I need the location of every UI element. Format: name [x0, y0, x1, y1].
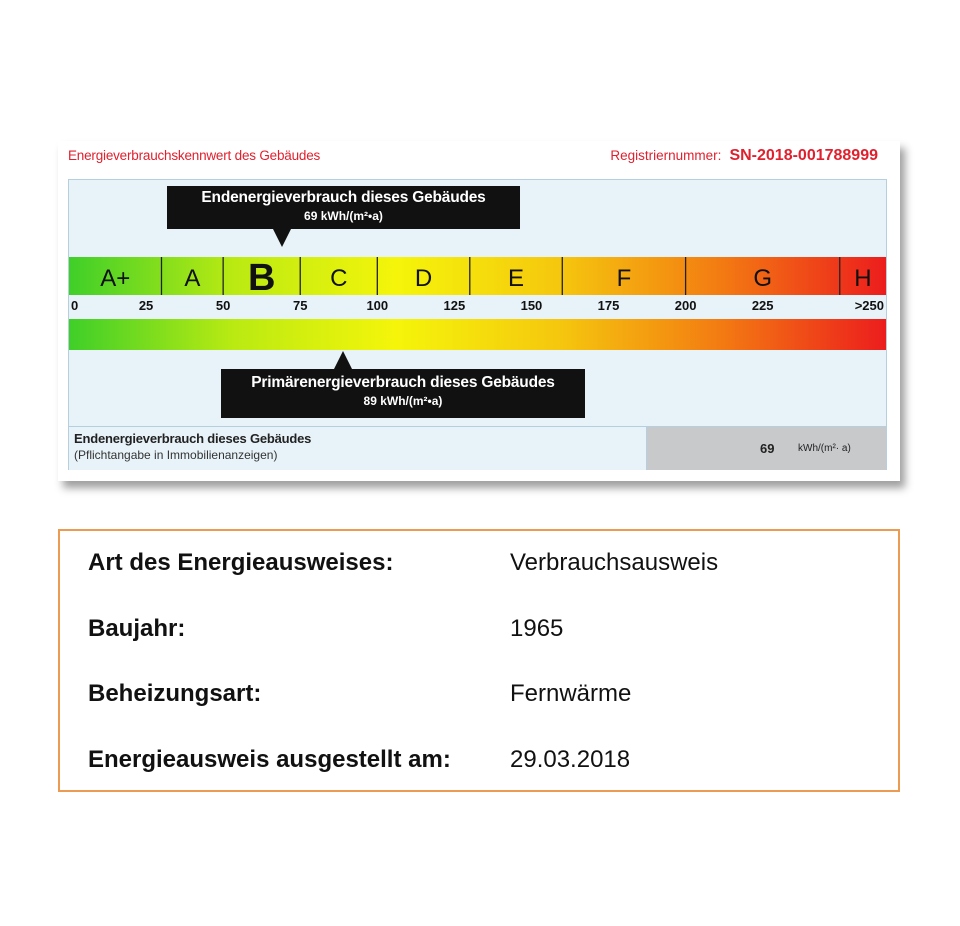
- info-label: Art des Energieausweises:: [88, 549, 394, 576]
- registration-label: Registriernummer:: [610, 148, 722, 163]
- primary-energy-callout-title: Primärenergieverbrauch dieses Gebäudes: [251, 374, 555, 391]
- info-value: Fernwärme: [510, 680, 632, 707]
- primary-energy-marker: [334, 351, 352, 369]
- class-label-e: E: [508, 265, 525, 292]
- class-label-f: F: [616, 265, 632, 292]
- energy-gradient-bar: [69, 319, 886, 350]
- tick-label: 50: [215, 298, 231, 313]
- certificate-title: Energieverbrauchskennwert des Gebäudes: [68, 148, 321, 163]
- class-label-d: D: [414, 265, 433, 292]
- primary-energy-callout-value: 89 kWh/(m²•a): [363, 394, 443, 408]
- tick-label: >250: [854, 298, 884, 313]
- info-value: Verbrauchsausweis: [510, 549, 719, 576]
- info-label: Beheizungsart:: [88, 680, 262, 707]
- class-label-c: C: [330, 265, 348, 292]
- class-label-a: A: [184, 265, 201, 292]
- primary-energy-callout: [221, 369, 585, 418]
- tick-label: 0: [71, 298, 79, 313]
- class-label-h: H: [854, 265, 872, 292]
- footer-value-cell: [647, 426, 886, 470]
- energy-scale-panel: [68, 179, 887, 470]
- end-energy-callout-title: Endenergieverbrauch dieses Gebäudes: [201, 189, 486, 206]
- footer-sublabel: (Pflichtangabe in Immobilienanzeigen): [74, 448, 278, 462]
- tick-label: 150: [520, 298, 543, 313]
- footer-value: 69: [760, 441, 775, 456]
- tick-label: 200: [674, 298, 697, 313]
- tick-label: 75: [292, 298, 308, 313]
- info-row-type: [88, 549, 878, 579]
- energy-certificate-card: [58, 141, 900, 481]
- tick-label: 25: [138, 298, 154, 313]
- info-label: Baujahr:: [88, 615, 186, 642]
- tick-label: 100: [366, 298, 389, 313]
- class-label-g: G: [753, 265, 773, 292]
- class-label-b: B: [247, 257, 276, 299]
- info-row-issued: [88, 746, 878, 776]
- footer-unit: kWh/(m²· a): [798, 443, 851, 454]
- tick-label: 125: [443, 298, 466, 313]
- registration: [610, 147, 878, 165]
- end-energy-marker: [273, 229, 291, 247]
- end-energy-callout-value: 69 kWh/(m²•a): [304, 209, 383, 223]
- footer-label: Endenergieverbrauch dieses Gebäudes: [74, 431, 312, 446]
- info-row-year: [88, 615, 878, 645]
- footer-label-cell: [69, 426, 647, 470]
- certificate-info-box: [58, 529, 900, 792]
- tick-label: 175: [597, 298, 620, 313]
- info-row-heating: [88, 680, 878, 710]
- info-value: 1965: [510, 615, 564, 642]
- class-label-a-plus: A+: [100, 265, 131, 292]
- tick-label: 225: [751, 298, 774, 313]
- info-value: 29.03.2018: [510, 746, 631, 773]
- info-label: Energieausweis ausgestellt am:: [88, 746, 451, 773]
- registration-number: SN-2018-001788999: [729, 147, 878, 164]
- end-energy-callout: [167, 186, 520, 229]
